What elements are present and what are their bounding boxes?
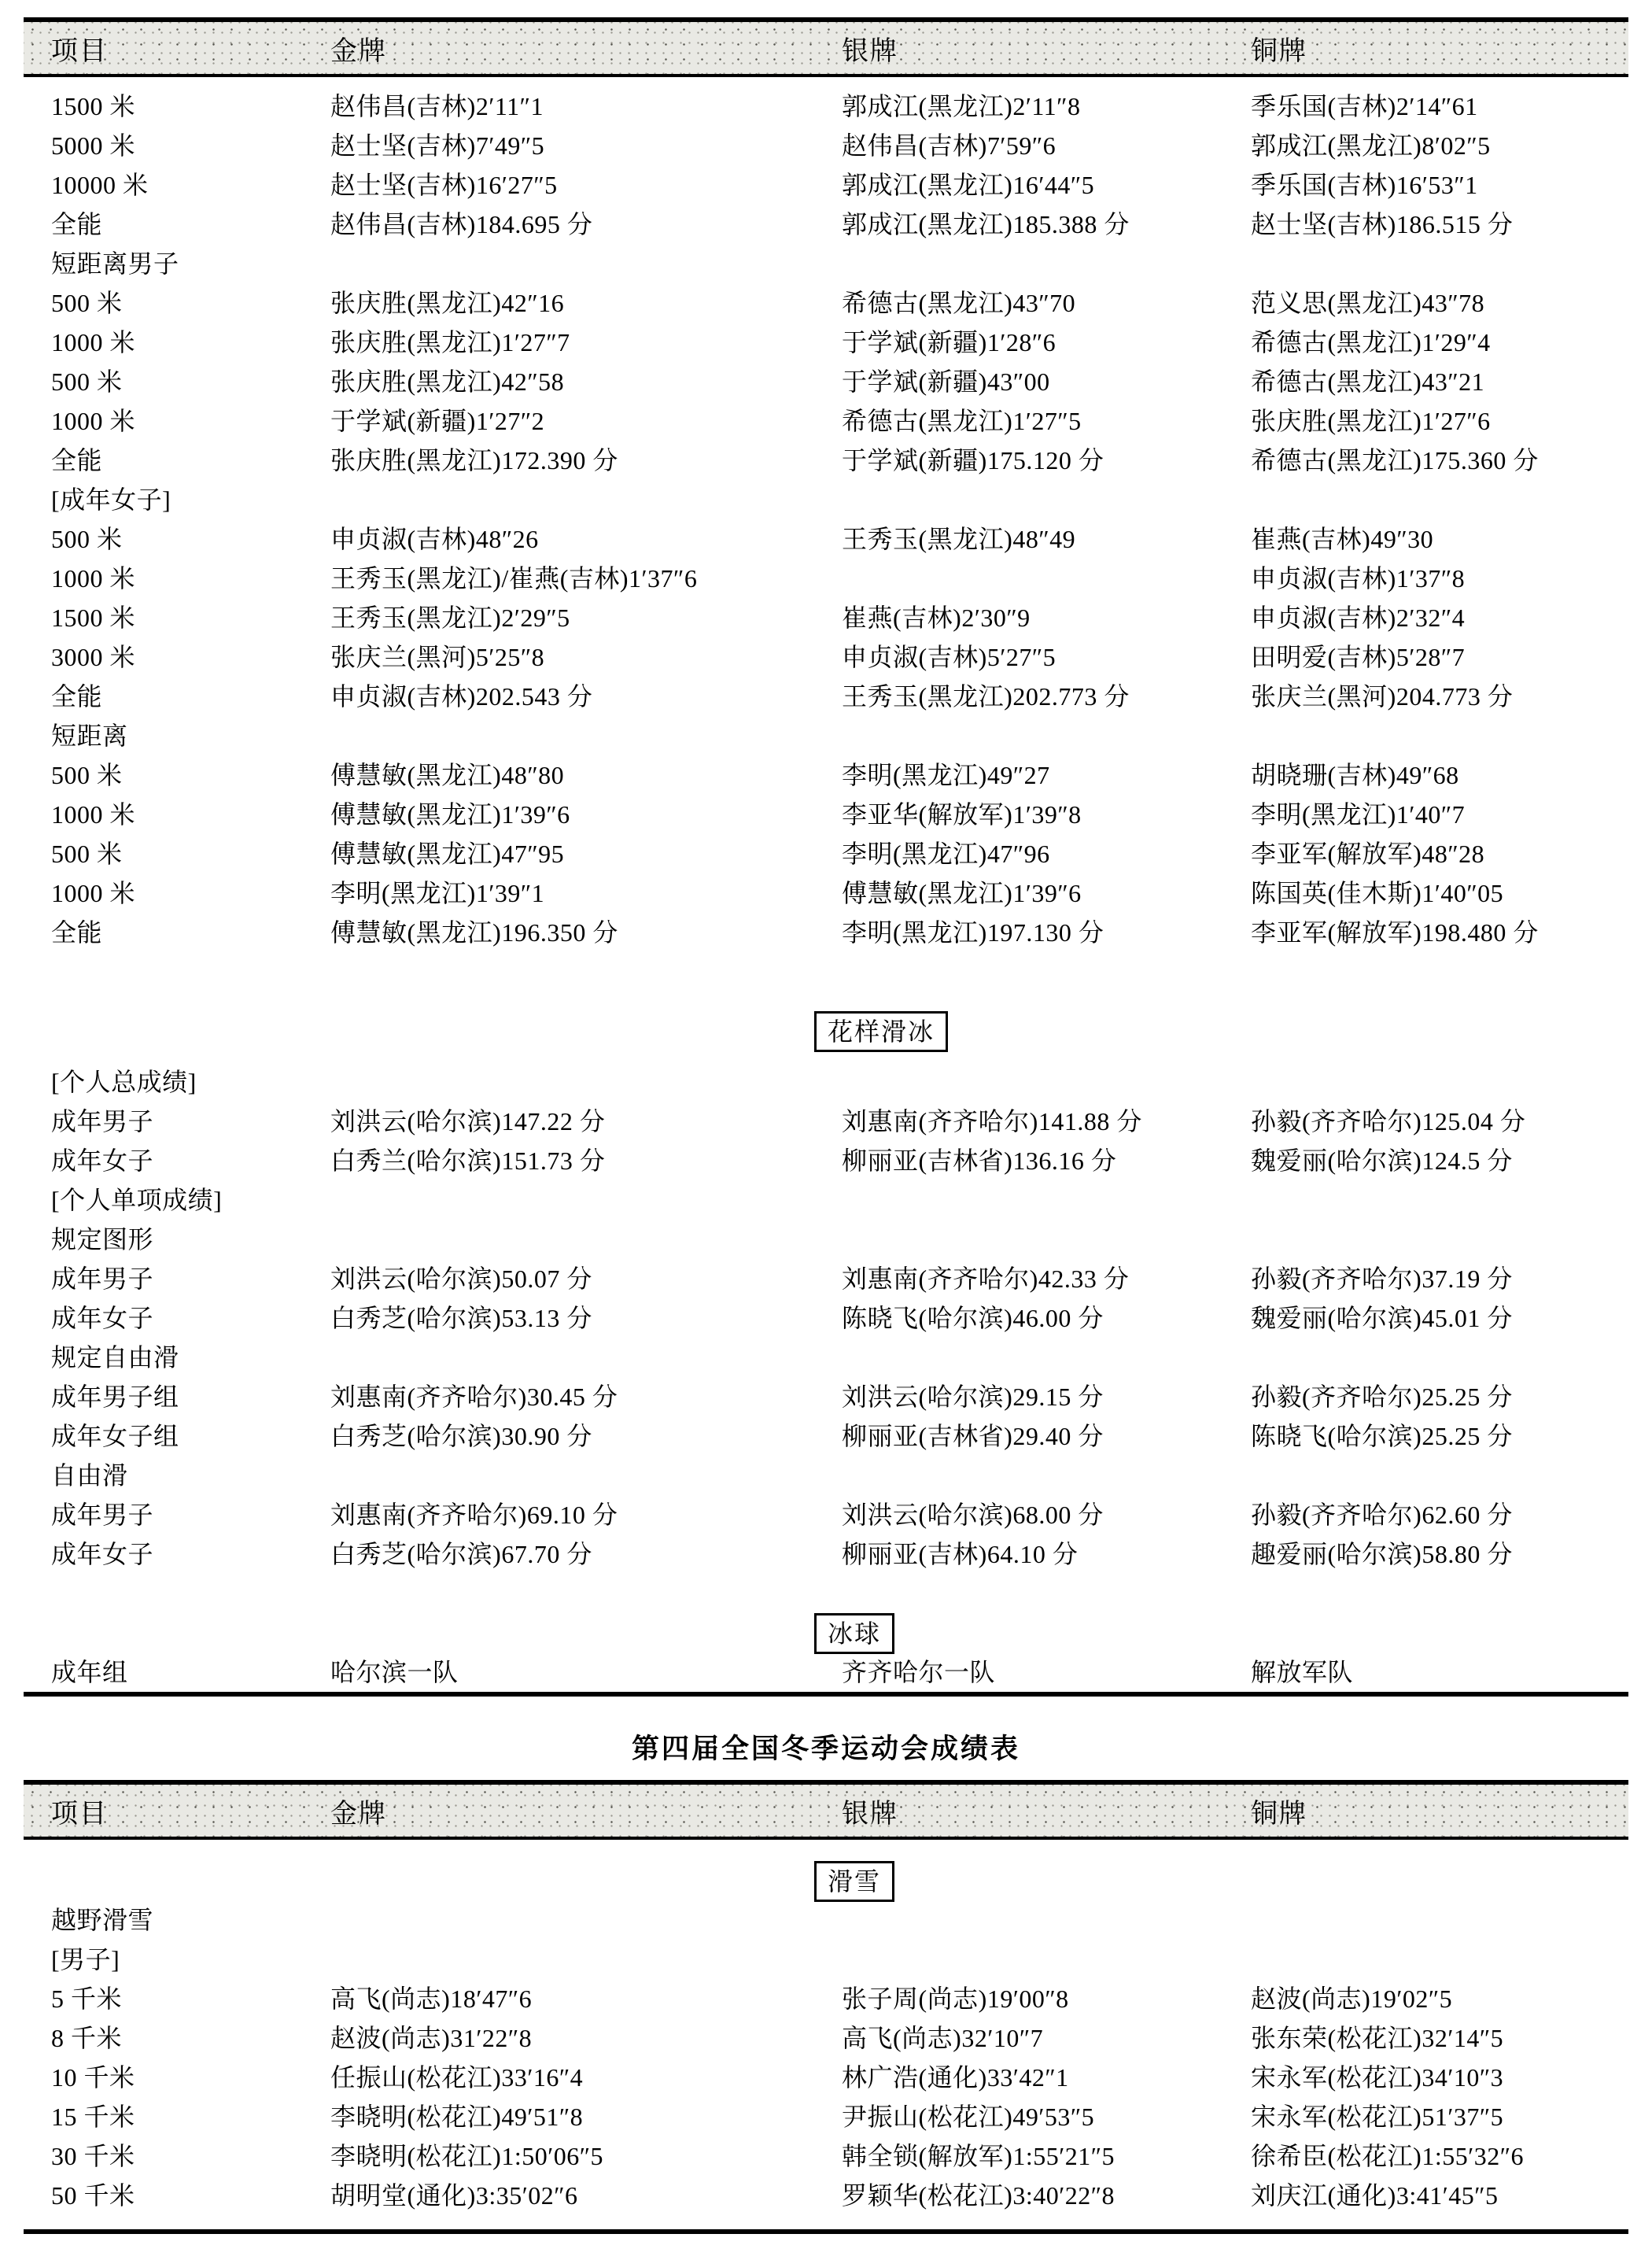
result-row bbox=[24, 559, 1628, 598]
result-row bbox=[24, 1416, 1628, 1456]
silver-cell: 柳丽亚(吉林省)29.40 分 bbox=[842, 1422, 1104, 1450]
silver-cell: 崔燕(吉林)2′30″9 bbox=[842, 604, 1031, 632]
silver-cell: 李明(黑龙江)197.130 分 bbox=[842, 918, 1104, 947]
silver-cell: 刘洪云(哈尔滨)68.00 分 bbox=[842, 1501, 1104, 1529]
silver-cell: 柳丽亚(吉林省)136.16 分 bbox=[842, 1147, 1117, 1175]
bronze-cell: 季乐国(吉林)16′53″1 bbox=[1251, 171, 1478, 199]
silver-cell: 尹振山(松花江)49′53″5 bbox=[842, 2103, 1095, 2131]
gold-cell: 张庆胜(黑龙江)172.390 分 bbox=[330, 446, 618, 474]
section-subheading: 自由滑 bbox=[51, 1461, 128, 1490]
page-bottom-rule bbox=[24, 2229, 1628, 2234]
gold-cell: 白秀芝(哈尔滨)30.90 分 bbox=[330, 1422, 592, 1450]
silver-cell bbox=[842, 559, 1251, 598]
page-content bbox=[24, 0, 1628, 2234]
bronze-cell: 陈晓飞(哈尔滨)25.25 分 bbox=[1251, 1422, 1513, 1450]
table1-header-silver: 银牌 bbox=[842, 36, 898, 66]
gold-cell: 刘惠南(齐齐哈尔)69.10 分 bbox=[330, 1501, 618, 1529]
silver-cell: 刘惠南(齐齐哈尔)42.33 分 bbox=[842, 1265, 1130, 1293]
gold-cell: 高飞(尚志)18′47″6 bbox=[330, 1985, 533, 2013]
result-row bbox=[24, 441, 1628, 480]
section-subheading: 规定自由滑 bbox=[51, 1343, 179, 1372]
silver-cell: 柳丽亚(吉林)64.10 分 bbox=[842, 1540, 1079, 1568]
gold-cell: 张庆胜(黑龙江)42″58 bbox=[330, 367, 565, 396]
section-subheading: [个人单项成绩] bbox=[51, 1186, 223, 1214]
top-margin bbox=[24, 0, 1628, 17]
gold-cell: 傅慧敏(黑龙江)1′39″6 bbox=[330, 800, 570, 829]
silver-cell: 李明(黑龙江)47″96 bbox=[842, 840, 1050, 868]
bronze-cell: 胡晓珊(吉林)49″68 bbox=[1251, 761, 1459, 789]
bronze-cell: 希德古(黑龙江)175.360 分 bbox=[1251, 446, 1539, 474]
result-row bbox=[24, 2018, 1628, 2058]
section-subheading: [成年女子] bbox=[51, 486, 171, 514]
result-row bbox=[24, 323, 1628, 362]
result-row bbox=[24, 401, 1628, 441]
silver-cell: 王秀玉(黑龙江)48″49 bbox=[842, 525, 1076, 553]
result-row bbox=[24, 913, 1628, 952]
result-row bbox=[24, 1377, 1628, 1416]
section-box-title: 冰球 bbox=[814, 1613, 894, 1654]
silver-cell: 韩全锁(解放军)1:55′21″5 bbox=[842, 2142, 1115, 2170]
event-cell: 10000 米 bbox=[51, 171, 149, 199]
table2-body bbox=[24, 1840, 1628, 2215]
gold-cell: 申贞淑(吉林)202.543 分 bbox=[330, 682, 593, 711]
silver-cell: 刘惠南(齐齐哈尔)141.88 分 bbox=[842, 1107, 1142, 1135]
result-row bbox=[24, 1979, 1628, 2018]
result-row bbox=[24, 677, 1628, 716]
event-cell: 500 米 bbox=[51, 840, 123, 868]
result-row bbox=[24, 598, 1628, 637]
silver-cell: 张子周(尚志)19′00″8 bbox=[842, 1985, 1069, 2013]
bronze-cell: 郭成江(黑龙江)8′02″5 bbox=[1251, 131, 1491, 160]
bronze-cell: 孙毅(齐齐哈尔)62.60 分 bbox=[1251, 1501, 1513, 1529]
gold-cell: 李晓明(松花江)49′51″8 bbox=[330, 2103, 584, 2131]
section-subheading: 规定图形 bbox=[51, 1225, 154, 1254]
silver-cell: 李亚华(解放军)1′39″8 bbox=[842, 800, 1082, 829]
boxed-title-line bbox=[24, 1011, 1628, 1050]
gold-cell: 申贞淑(吉林)48″26 bbox=[330, 525, 539, 553]
silver-cell: 高飞(尚志)32′10″7 bbox=[842, 2024, 1044, 2052]
bronze-cell: 趣爱丽(哈尔滨)58.80 分 bbox=[1251, 1540, 1513, 1568]
gold-cell: 刘惠南(齐齐哈尔)30.45 分 bbox=[330, 1383, 618, 1411]
silver-cell: 李明(黑龙江)49″27 bbox=[842, 761, 1050, 789]
table1-body bbox=[24, 77, 1628, 1692]
bronze-cell: 孙毅(齐齐哈尔)37.19 分 bbox=[1251, 1265, 1513, 1293]
result-row bbox=[24, 1298, 1628, 1338]
gold-cell: 张庆胜(黑龙江)42″16 bbox=[330, 289, 565, 317]
gold-cell: 王秀玉(黑龙江)/崔燕(吉林)1′37″6 bbox=[330, 564, 698, 593]
event-cell: 5 千米 bbox=[51, 1985, 123, 2013]
bronze-cell: 解放军队 bbox=[1251, 1658, 1354, 1686]
result-row bbox=[24, 165, 1628, 205]
table2-header-band bbox=[24, 1785, 1628, 1837]
silver-cell: 齐齐哈尔一队 bbox=[842, 1658, 996, 1686]
silver-cell: 赵伟昌(吉林)7′59″6 bbox=[842, 131, 1056, 160]
gold-cell: 任振山(松花江)33′16″4 bbox=[330, 2063, 584, 2092]
gold-cell: 张庆兰(黑河)5′25″8 bbox=[330, 643, 545, 671]
gold-cell: 赵波(尚志)31′22″8 bbox=[330, 2024, 533, 2052]
result-row bbox=[24, 795, 1628, 834]
result-row bbox=[24, 362, 1628, 401]
result-row bbox=[24, 2136, 1628, 2176]
bronze-cell: 魏爱丽(哈尔滨)45.01 分 bbox=[1251, 1304, 1513, 1332]
gold-cell: 张庆胜(黑龙江)1′27″7 bbox=[330, 328, 570, 356]
section-subheading: [男子] bbox=[51, 1945, 120, 1974]
event-cell: 500 米 bbox=[51, 525, 123, 553]
result-row bbox=[24, 834, 1628, 873]
gold-cell: 傅慧敏(黑龙江)196.350 分 bbox=[330, 918, 618, 947]
bronze-cell: 季乐国(吉林)2′14″61 bbox=[1251, 92, 1478, 120]
event-cell: 成年女子组 bbox=[51, 1422, 179, 1450]
result-row bbox=[24, 87, 1628, 126]
bronze-cell: 刘庆江(通化)3:41′45″5 bbox=[1251, 2181, 1499, 2210]
event-cell: 全能 bbox=[51, 210, 103, 238]
section-box-title: 花样滑冰 bbox=[814, 1011, 948, 1052]
table2-title: 第四届全国冬季运动会成绩表 bbox=[631, 1734, 1020, 1764]
silver-cell: 希德古(黑龙江)1′27″5 bbox=[842, 407, 1082, 435]
event-cell: 500 米 bbox=[51, 289, 123, 317]
bronze-cell: 申贞淑(吉林)1′37″8 bbox=[1251, 564, 1466, 593]
result-row bbox=[24, 1652, 1628, 1692]
result-row bbox=[24, 1495, 1628, 1534]
event-cell: 5000 米 bbox=[51, 131, 136, 160]
event-cell: 成年男子 bbox=[51, 1107, 154, 1135]
event-cell: 3000 米 bbox=[51, 643, 136, 671]
event-cell: 成年男子组 bbox=[51, 1383, 179, 1411]
gold-cell: 傅慧敏(黑龙江)48″80 bbox=[330, 761, 565, 789]
silver-cell: 希德古(黑龙江)43″70 bbox=[842, 289, 1076, 317]
silver-cell: 于学斌(新疆)175.120 分 bbox=[842, 446, 1104, 474]
result-row bbox=[24, 1259, 1628, 1298]
table2-header-bronze: 铜牌 bbox=[1251, 1799, 1307, 1829]
silver-cell: 王秀玉(黑龙江)202.773 分 bbox=[842, 682, 1130, 711]
gold-cell: 赵伟昌(吉林)2′11″1 bbox=[330, 92, 544, 120]
event-cell: 成年男子 bbox=[51, 1501, 154, 1529]
gold-cell: 白秀芝(哈尔滨)67.70 分 bbox=[330, 1540, 592, 1568]
result-row bbox=[24, 1102, 1628, 1141]
table1-header-event: 项目 bbox=[51, 36, 108, 66]
result-row bbox=[24, 2176, 1628, 2215]
bronze-cell: 张庆胜(黑龙江)1′27″6 bbox=[1251, 407, 1491, 435]
gold-cell: 刘洪云(哈尔滨)50.07 分 bbox=[330, 1265, 592, 1293]
event-cell: 成年女子 bbox=[51, 1540, 154, 1568]
result-row bbox=[24, 205, 1628, 244]
bronze-cell: 申贞淑(吉林)2′32″4 bbox=[1251, 604, 1466, 632]
bronze-cell: 李亚军(解放军)198.480 分 bbox=[1251, 918, 1539, 947]
bronze-cell: 魏爱丽(哈尔滨)124.5 分 bbox=[1251, 1147, 1513, 1175]
bronze-cell: 希德古(黑龙江)1′29″4 bbox=[1251, 328, 1491, 356]
result-row bbox=[24, 1534, 1628, 1574]
event-cell: 成年女子 bbox=[51, 1304, 154, 1332]
event-cell: 1000 米 bbox=[51, 800, 136, 829]
silver-cell: 林广浩(通化)33′42″1 bbox=[842, 2063, 1069, 2092]
silver-cell: 罗颖华(松花江)3:40′22″8 bbox=[842, 2181, 1115, 2210]
boxed-title-line bbox=[24, 1613, 1628, 1652]
silver-cell: 郭成江(黑龙江)16′44″5 bbox=[842, 171, 1095, 199]
event-cell: 500 米 bbox=[51, 367, 123, 396]
bronze-cell: 赵士坚(吉林)186.515 分 bbox=[1251, 210, 1514, 238]
result-row bbox=[24, 283, 1628, 323]
gold-cell: 赵士坚(吉林)7′49″5 bbox=[330, 131, 545, 160]
bronze-cell: 宋永军(松花江)51′37″5 bbox=[1251, 2103, 1504, 2131]
event-cell: 成年组 bbox=[51, 1658, 128, 1686]
silver-cell: 申贞淑(吉林)5′27″5 bbox=[842, 643, 1056, 671]
event-cell: 10 千米 bbox=[51, 2063, 135, 2092]
table1-header-band bbox=[24, 22, 1628, 74]
table2-header-silver: 银牌 bbox=[842, 1799, 898, 1829]
table1-header-gold: 金牌 bbox=[330, 36, 387, 66]
silver-cell: 刘洪云(哈尔滨)29.15 分 bbox=[842, 1383, 1104, 1411]
result-row bbox=[24, 2097, 1628, 2136]
gold-cell: 刘洪云(哈尔滨)147.22 分 bbox=[330, 1107, 606, 1135]
event-cell: 成年女子 bbox=[51, 1147, 154, 1175]
silver-cell: 陈晓飞(哈尔滨)46.00 分 bbox=[842, 1304, 1104, 1332]
event-cell: 全能 bbox=[51, 918, 103, 947]
gold-cell: 于学斌(新疆)1′27″2 bbox=[330, 407, 545, 435]
section-subheading: 短距离 bbox=[51, 722, 128, 750]
section-subheading: 越野滑雪 bbox=[51, 1906, 154, 1934]
result-row bbox=[24, 873, 1628, 913]
bronze-cell: 张东荣(松花江)32′14″5 bbox=[1251, 2024, 1504, 2052]
table2-header-gold: 金牌 bbox=[330, 1799, 387, 1829]
result-row bbox=[24, 519, 1628, 559]
silver-cell: 于学斌(新疆)43″00 bbox=[842, 367, 1050, 396]
gold-cell: 哈尔滨一队 bbox=[330, 1658, 459, 1686]
bronze-cell: 孙毅(齐齐哈尔)125.04 分 bbox=[1251, 1107, 1526, 1135]
result-row bbox=[24, 637, 1628, 677]
event-cell: 8 千米 bbox=[51, 2024, 123, 2052]
bronze-cell: 陈国英(佳木斯)1′40″05 bbox=[1251, 879, 1504, 907]
gold-cell: 白秀兰(哈尔滨)151.73 分 bbox=[330, 1147, 606, 1175]
gold-cell: 胡明堂(通化)3:35′02″6 bbox=[330, 2181, 578, 2210]
event-cell: 1000 米 bbox=[51, 564, 136, 593]
event-cell: 全能 bbox=[51, 446, 103, 474]
table1-header-bronze: 铜牌 bbox=[1251, 36, 1307, 66]
gold-cell: 王秀玉(黑龙江)2′29″5 bbox=[330, 604, 570, 632]
section-subheading: 短距离男子 bbox=[51, 249, 179, 278]
bronze-cell: 崔燕(吉林)49″30 bbox=[1251, 525, 1434, 553]
event-cell: 30 千米 bbox=[51, 2142, 135, 2170]
bronze-cell: 宋永军(松花江)34′10″3 bbox=[1251, 2063, 1504, 2092]
gold-cell: 傅慧敏(黑龙江)47″95 bbox=[330, 840, 565, 868]
gold-cell: 白秀芝(哈尔滨)53.13 分 bbox=[330, 1304, 592, 1332]
gold-cell: 李晓明(松花江)1:50′06″5 bbox=[330, 2142, 604, 2170]
bronze-cell: 张庆兰(黑河)204.773 分 bbox=[1251, 682, 1514, 711]
result-row bbox=[24, 1141, 1628, 1180]
event-cell: 全能 bbox=[51, 682, 103, 711]
bronze-cell: 赵波(尚志)19′02″5 bbox=[1251, 1985, 1453, 2013]
silver-cell: 郭成江(黑龙江)2′11″8 bbox=[842, 92, 1081, 120]
bronze-cell: 李明(黑龙江)1′40″7 bbox=[1251, 800, 1466, 829]
event-cell: 1500 米 bbox=[51, 604, 136, 632]
event-cell: 1000 米 bbox=[51, 328, 136, 356]
silver-cell: 傅慧敏(黑龙江)1′39″6 bbox=[842, 879, 1082, 907]
event-cell: 1500 米 bbox=[51, 92, 136, 120]
bottom-gap bbox=[24, 2215, 1628, 2229]
result-row bbox=[24, 126, 1628, 165]
gold-cell: 李明(黑龙江)1′39″1 bbox=[330, 879, 545, 907]
section-subheading: [个人总成绩] bbox=[51, 1068, 197, 1096]
silver-cell: 郭成江(黑龙江)185.388 分 bbox=[842, 210, 1130, 238]
table2-header-event: 项目 bbox=[51, 1799, 108, 1829]
silver-cell: 于学斌(新疆)1′28″6 bbox=[842, 328, 1056, 356]
bronze-cell: 李亚军(解放军)48″28 bbox=[1251, 840, 1485, 868]
event-cell: 成年男子 bbox=[51, 1265, 154, 1293]
result-row bbox=[24, 2058, 1628, 2097]
event-cell: 50 千米 bbox=[51, 2181, 135, 2210]
event-cell: 15 千米 bbox=[51, 2103, 135, 2131]
section-box-title: 滑雪 bbox=[814, 1861, 894, 1902]
bronze-cell: 范义思(黑龙江)43″78 bbox=[1251, 289, 1485, 317]
event-cell: 1000 米 bbox=[51, 407, 136, 435]
bronze-cell: 希德古(黑龙江)43″21 bbox=[1251, 367, 1485, 396]
gold-cell: 赵伟昌(吉林)184.695 分 bbox=[330, 210, 593, 238]
boxed-title-line bbox=[24, 1861, 1628, 1900]
bronze-cell: 徐希臣(松花江)1:55′32″6 bbox=[1251, 2142, 1525, 2170]
table1-bottom-rule bbox=[24, 1692, 1628, 1697]
gold-cell: 赵士坚(吉林)16′27″5 bbox=[330, 171, 558, 199]
bronze-cell: 田明爱(吉林)5′28″7 bbox=[1251, 643, 1466, 671]
event-cell: 500 米 bbox=[51, 761, 123, 789]
bronze-cell: 孙毅(齐齐哈尔)25.25 分 bbox=[1251, 1383, 1513, 1411]
result-row bbox=[24, 755, 1628, 795]
event-cell: 1000 米 bbox=[51, 879, 136, 907]
